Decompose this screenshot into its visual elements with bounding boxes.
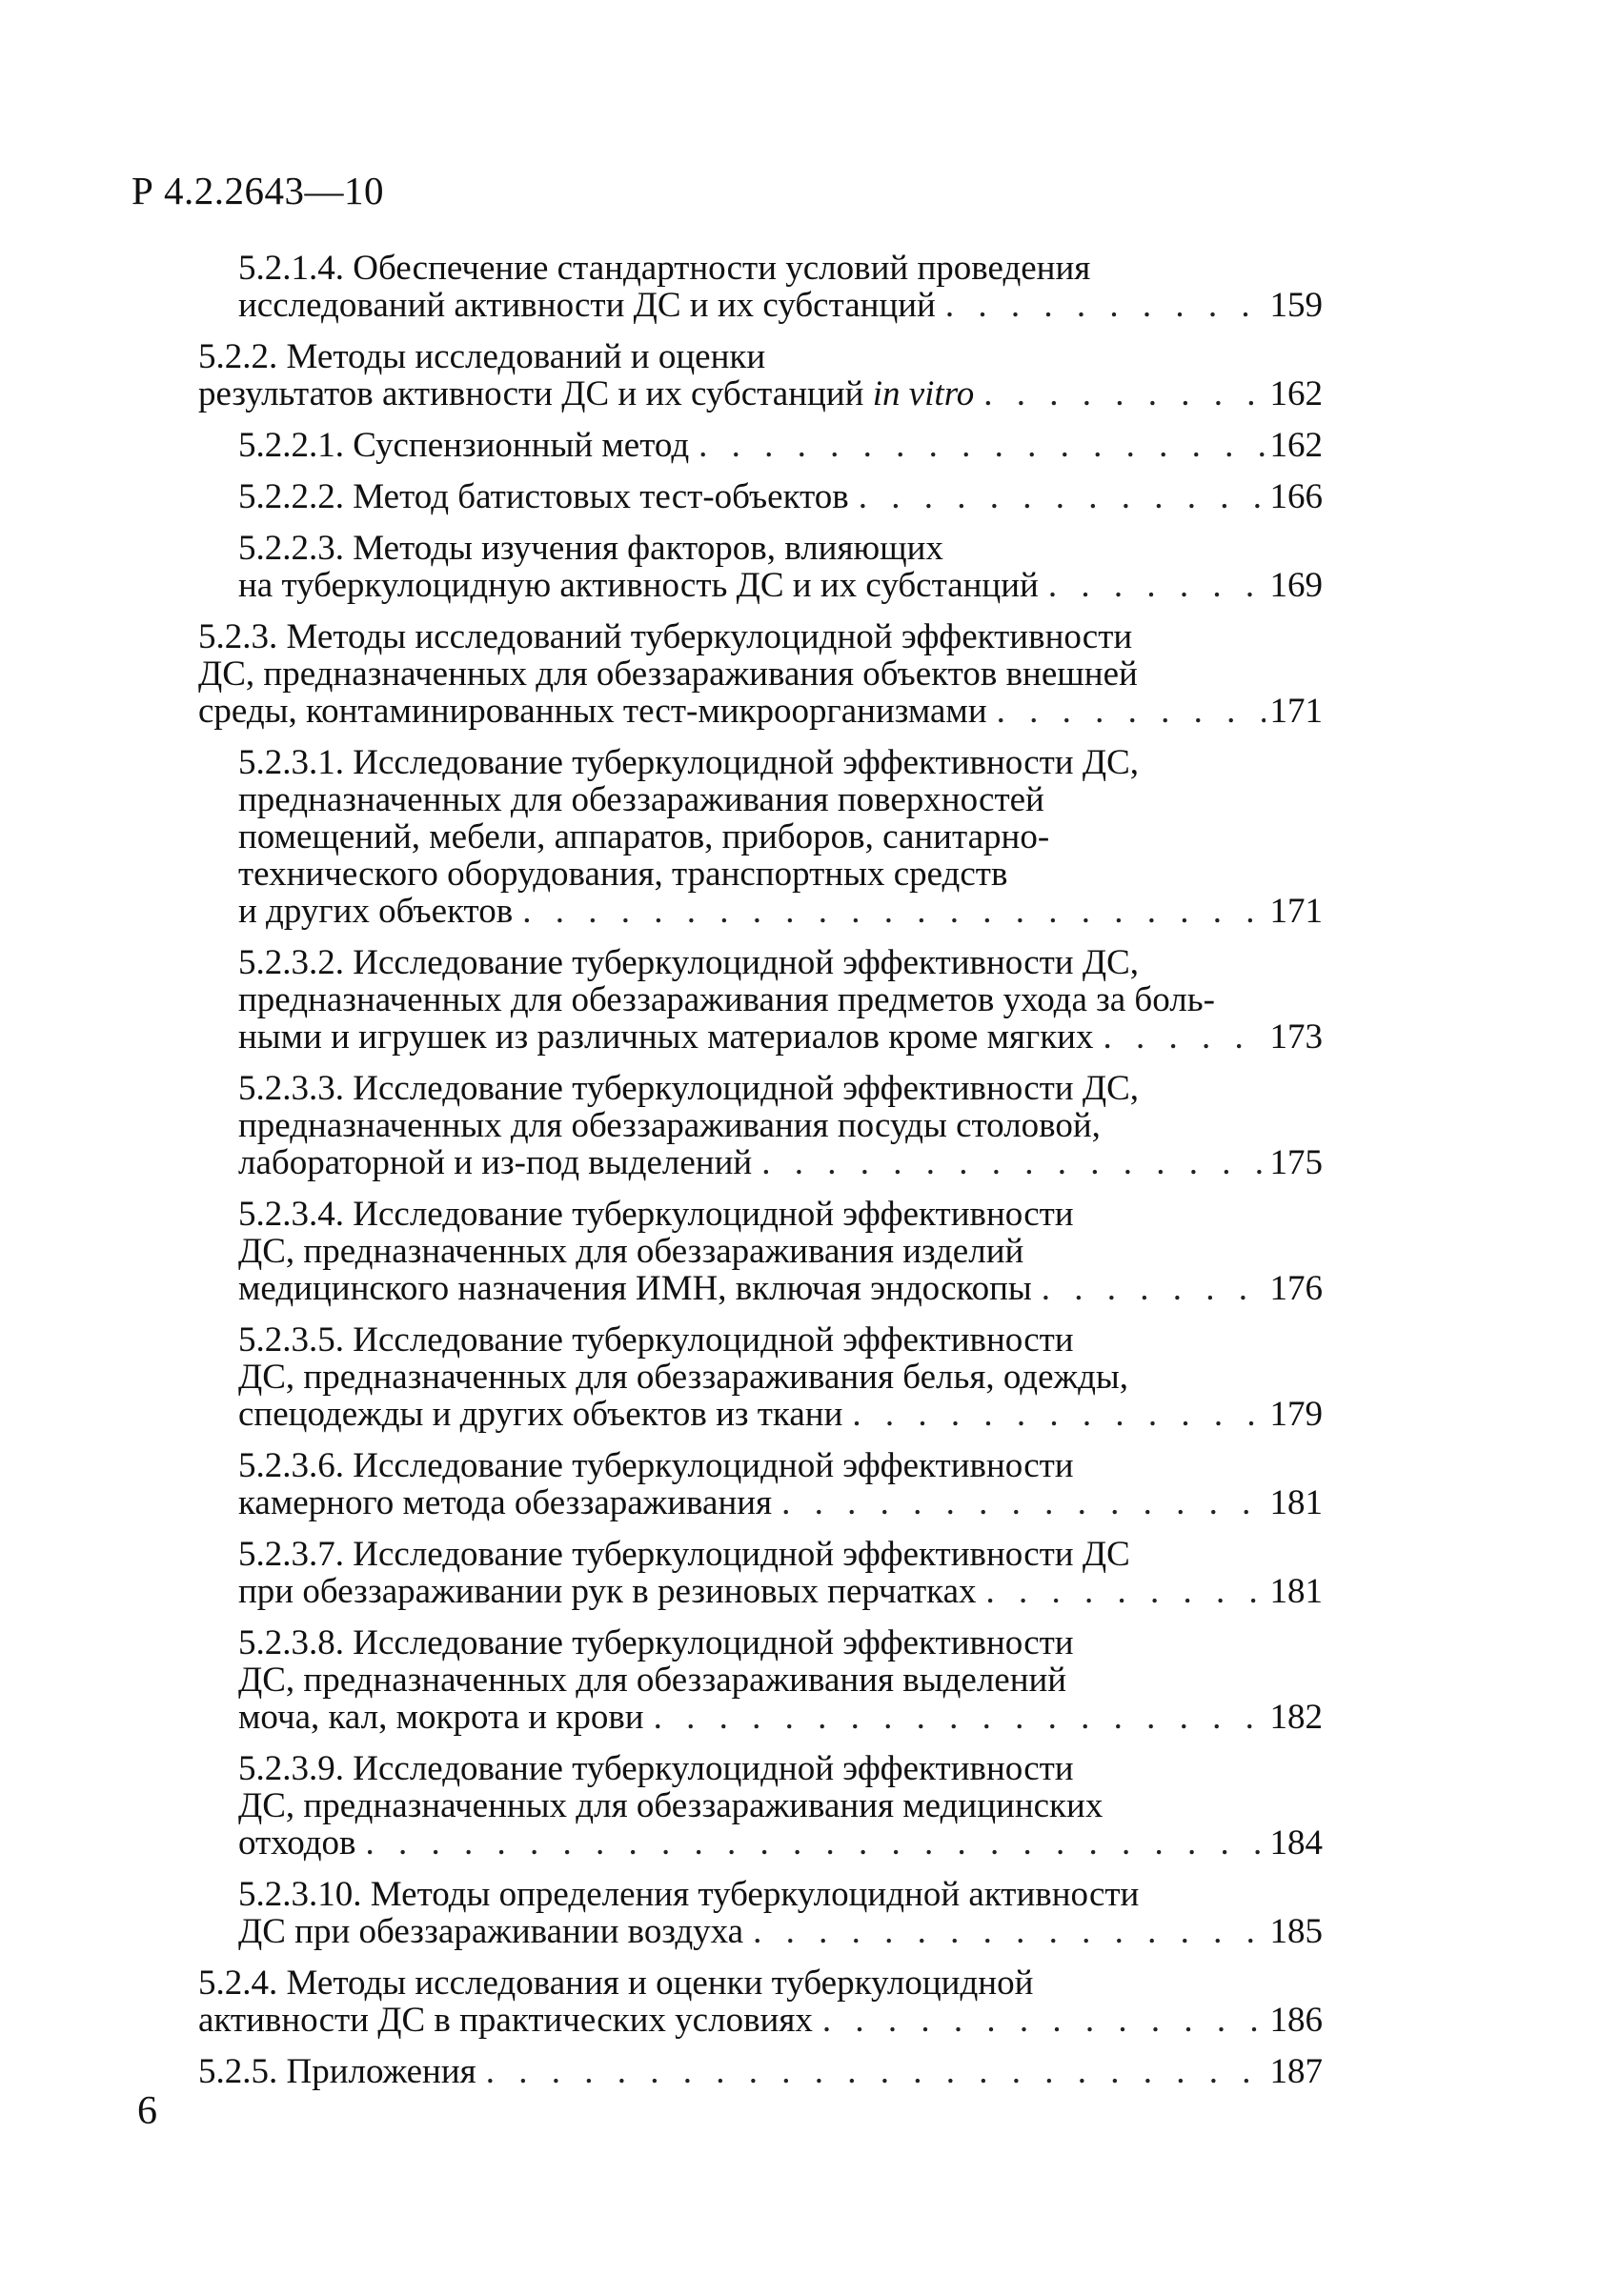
toc-entry-line: ДС, предназначенных для обеззараживания объектов внешней: [198, 655, 1138, 694]
toc-entry-last-line: [238, 1484, 1323, 1521]
toc-entry-line: 5.2.3.9. Исследование туберкулоцидной эффективности: [238, 1749, 1074, 1788]
toc-entry-line: 5.2.3. Методы исследований туберкулоцидной эффективности: [198, 617, 1133, 656]
toc-entry-line: ДС, предназначенных для обеззараживания медицинских: [238, 1786, 1104, 1825]
toc-page-number: 182: [1269, 1698, 1323, 1737]
toc-entry-last-line: [198, 2053, 1323, 2090]
toc-entry-last-line: [238, 1824, 1323, 1862]
dot-leader: [743, 1913, 1266, 1950]
toc-page-number: 176: [1269, 1269, 1323, 1308]
toc-entry-last-line: [198, 375, 1323, 413]
toc-entry: [238, 944, 1323, 1056]
dot-leader: [1032, 1270, 1266, 1307]
toc-entry-line: предназначенных для обеззараживания поверхностей: [238, 780, 1044, 819]
dot-leader: [849, 478, 1266, 515]
dot-leader: [644, 1699, 1266, 1736]
dot-leader: [752, 1144, 1266, 1181]
dot-leader: [977, 1573, 1266, 1610]
toc-entry-last-line: [238, 1396, 1323, 1433]
toc-entry-line: предназначенных для обеззараживания посуды столовой,: [238, 1106, 1101, 1145]
toc-entry-line: 5.2.3.5. Исследование туберкулоцидной эффективности: [238, 1320, 1074, 1359]
toc-entry: [238, 1447, 1323, 1521]
toc-page-number: 175: [1269, 1143, 1323, 1182]
toc-entry-line: 5.2.4. Методы исследования и оценки туберкулоцидной: [198, 1964, 1034, 2003]
toc-entry-line: 5.2.3.7. Исследование туберкулоцидной эффективности ДС: [238, 1535, 1130, 1574]
toc-page-number: 162: [1269, 374, 1323, 413]
toc-entry: [198, 1964, 1323, 2039]
toc-page-number: 181: [1269, 1483, 1323, 1522]
toc-entry: [238, 1196, 1323, 1307]
toc-entry-last-line: [238, 1270, 1323, 1307]
toc-entry-line: медицинского назначения ИМН, включая эндоскопы: [238, 1269, 1032, 1308]
toc-entry-line: ными и игрушек из различных материалов кроме мягких: [238, 1017, 1094, 1057]
toc-page-number: 181: [1269, 1572, 1323, 1611]
toc-entry-line: лабораторной и из-под выделений: [238, 1143, 753, 1182]
toc-entry-line: 5.2.3.1. Исследование туберкулоцидной эффективности ДС,: [238, 743, 1140, 782]
toc-entry-line: ДС, предназначенных для обеззараживания выделений: [238, 1661, 1067, 1700]
toc-entry-last-line: [238, 1699, 1323, 1736]
toc-entry-line: на туберкулоцидную активность ДС и их субстанций: [238, 566, 1039, 605]
toc-entry-line: исследований активности ДС и их субстанций: [238, 286, 936, 325]
toc-page-number: 159: [1269, 286, 1323, 325]
toc-entry-line: предназначенных для обеззараживания предметов ухода за боль-: [238, 980, 1215, 1019]
toc-entry: [238, 1321, 1323, 1433]
toc-entry: [238, 1536, 1323, 1610]
toc-entry-line: 5.2.3.3. Исследование туберкулоцидной эффективности ДС,: [238, 1069, 1140, 1108]
toc-entry: [238, 427, 1323, 464]
table-of-contents: [198, 250, 1323, 2105]
dot-leader: [813, 2002, 1266, 2039]
toc-entry-last-line: [238, 1018, 1323, 1056]
toc-entry: [238, 1070, 1323, 1181]
toc-entry-last-line: [238, 1913, 1323, 1950]
toc-entry-last-line: [238, 427, 1323, 464]
toc-page-number: 186: [1269, 2001, 1323, 2040]
dot-leader: [842, 1396, 1266, 1433]
toc-entry-line: и других объектов: [238, 892, 514, 931]
toc-entry: [238, 250, 1323, 324]
toc-page-number: 169: [1269, 566, 1323, 605]
toc-entry-line: помещений, мебели, аппаратов, приборов, санитарно-: [238, 817, 1050, 856]
toc-page-number: 187: [1269, 2052, 1323, 2091]
dot-leader: [356, 1824, 1266, 1862]
toc-entry-line: 5.2.2. Методы исследований и оценки: [198, 337, 766, 376]
toc-entry-line: отходов: [238, 1823, 356, 1863]
dot-leader: [1094, 1018, 1266, 1056]
toc-entry: [238, 744, 1323, 930]
toc-entry-last-line: [198, 2002, 1323, 2039]
toc-entry-line: спецодежды и других объектов из ткани: [238, 1395, 843, 1434]
toc-entry: [238, 1876, 1323, 1950]
toc-entry-last-line: [238, 567, 1323, 604]
toc-entry-line: 5.2.2.3. Методы изучения факторов, влияющих: [238, 529, 943, 568]
toc-entry-line: 5.2.3.10. Методы определения туберкулоцидной активности: [238, 1875, 1140, 1914]
dot-leader: [476, 2053, 1266, 2090]
toc-entry-line: 5.2.3.8. Исследование туберкулоцидной эффективности: [238, 1623, 1074, 1662]
toc-entry-line: 5.2.5. Приложения: [198, 2052, 476, 2091]
toc-entry-line: среды, контаминированных тест-микроорганизмами: [198, 692, 987, 731]
dot-leader: [689, 427, 1266, 464]
toc-entry-line: 5.2.1.4. Обеспечение стандартности условий проведения: [238, 249, 1091, 288]
dot-leader: [1039, 567, 1266, 604]
toc-entry-last-line: [238, 287, 1323, 324]
dot-leader: [987, 693, 1266, 730]
toc-entry-line: 5.2.2.2. Метод батистовых тест-объектов: [238, 477, 849, 516]
toc-entry-line: ДС при обеззараживании воздуха: [238, 1912, 744, 1951]
toc-entry: [198, 618, 1323, 730]
toc-entry-line: ДС, предназначенных для обеззараживания изделий: [238, 1232, 1024, 1271]
toc-entry-last-line: [238, 1144, 1323, 1181]
toc-page-number: 184: [1269, 1823, 1323, 1863]
toc-entry-last-line: [238, 893, 1323, 930]
toc-page-number: 171: [1269, 692, 1323, 731]
toc-entry: [238, 530, 1323, 604]
toc-entry-line: при обеззараживании рук в резиновых перчатках: [238, 1572, 977, 1611]
toc-entry: [198, 2053, 1323, 2090]
toc-entry: [238, 478, 1323, 515]
toc-page-number: 166: [1269, 477, 1323, 516]
toc-entry-line: результатов активности ДС и их субстанций in vitro: [198, 374, 975, 413]
dot-leader: [772, 1484, 1266, 1521]
toc-entry-last-line: [198, 693, 1323, 730]
dot-leader: [513, 893, 1266, 930]
toc-entry-line: моча, кал, мокрота и крови: [238, 1698, 644, 1737]
document-code: Р 4.2.2643—10: [132, 169, 385, 212]
toc-entry-last-line: [238, 478, 1323, 515]
dot-leader: [936, 287, 1266, 324]
toc-entry-line: 5.2.3.2. Исследование туберкулоцидной эффективности ДС,: [238, 943, 1140, 982]
toc-entry: [198, 338, 1323, 413]
toc-entry-line: 5.2.2.1. Суспензионный метод: [238, 426, 690, 465]
toc-entry-last-line: [238, 1573, 1323, 1610]
dot-leader: [974, 375, 1266, 413]
toc-page-number: 162: [1269, 426, 1323, 465]
page-number: 6: [137, 2089, 157, 2133]
toc-entry-line: 5.2.3.6. Исследование туберкулоцидной эффективности: [238, 1446, 1074, 1485]
toc-entry-line: технического оборудования, транспортных средств: [238, 855, 1008, 894]
toc-page-number: 171: [1269, 892, 1323, 931]
toc-entry-line: ДС, предназначенных для обеззараживания белья, одежды,: [238, 1358, 1129, 1397]
toc-page-number: 179: [1269, 1395, 1323, 1434]
toc-entry-line: активности ДС в практических условиях: [198, 2001, 813, 2040]
toc-entry-line: 5.2.3.4. Исследование туберкулоцидной эффективности: [238, 1195, 1074, 1234]
toc-entry: [238, 1624, 1323, 1736]
toc-entry: [238, 1750, 1323, 1862]
toc-page-number: 173: [1269, 1017, 1323, 1057]
toc-entry-line: камерного метода обеззараживания: [238, 1483, 773, 1522]
toc-page-number: 185: [1269, 1912, 1323, 1951]
